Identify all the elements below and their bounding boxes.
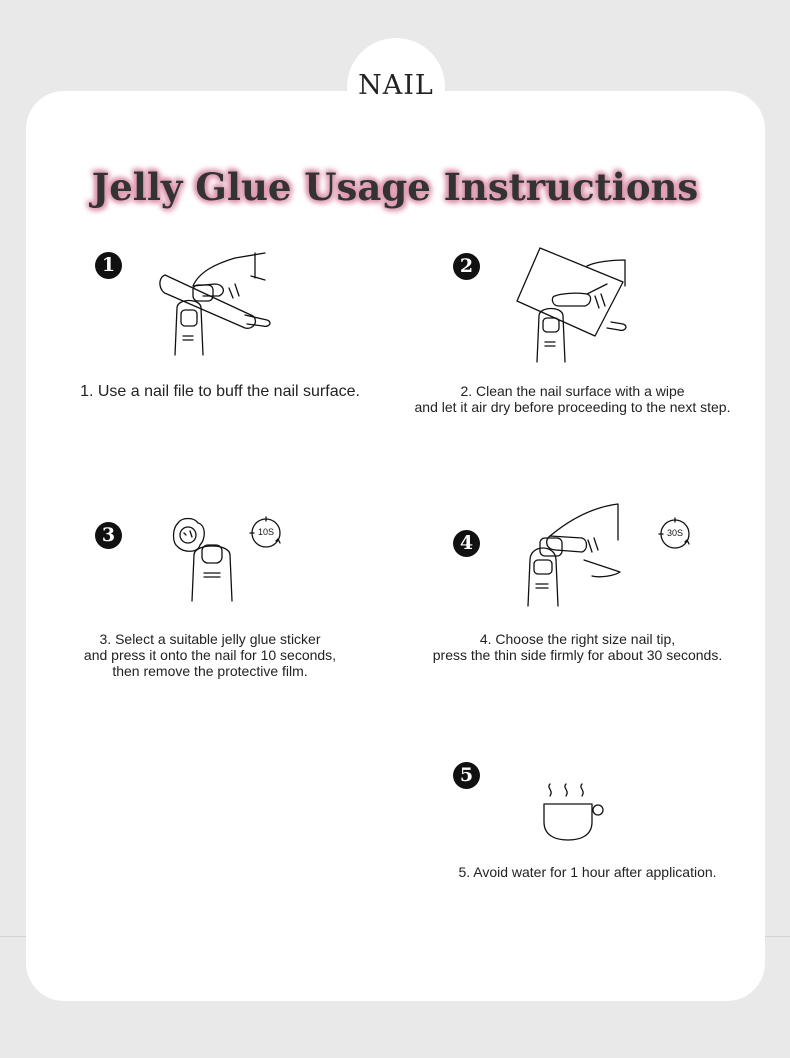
hot-cup-icon [540,782,610,844]
step-5-caption [420,864,755,880]
step-3-caption [60,631,360,679]
step-2-caption-line-1: 2. Clean the nail surface with a wipe [460,383,685,399]
timer-30s-label: 30S [666,528,683,538]
timer-30s-icon [659,518,691,550]
nail-file-icon [155,250,275,360]
step-2-caption-line-2: and let it air dry before proceeding to the next step. [414,399,731,415]
step-4-number: 4 [453,530,480,557]
step-5-number: 5 [453,762,480,789]
timer-10s-label: 10S [257,527,274,537]
timer-10s-icon [250,517,282,549]
step-3-caption-line-1: 3. Select a suitable jelly glue sticker [99,631,321,647]
step-1-caption-line: 1. Use a nail file to buff the nail surface. [80,383,360,400]
step-2-number: 2 [453,253,480,280]
step-4-caption [405,631,750,663]
step-4-caption-line-1: 4. Choose the right size nail tip, [479,631,676,647]
press-nail-tip-icon [522,500,632,610]
step-2-caption [395,383,750,415]
step-4-caption-line-2: press the thin side firmly for about 30 seconds. [432,647,723,663]
page-title: Jelly Glue Usage Instructions [91,165,699,209]
step-3-caption-line-2: and press it onto the nail for 10 seconds, [83,647,337,663]
brand-name: NAIL [358,70,434,101]
wipe-icon [515,246,635,366]
glue-sticker-icon [170,515,240,605]
step-3-number: 3 [95,522,122,549]
step-3-caption-line-3: then remove the protective film. [112,663,308,679]
step-1-number: 1 [95,252,122,279]
step-1-caption [60,383,380,401]
step-5-caption-line: 5. Avoid water for 1 hour after application. [458,864,717,880]
